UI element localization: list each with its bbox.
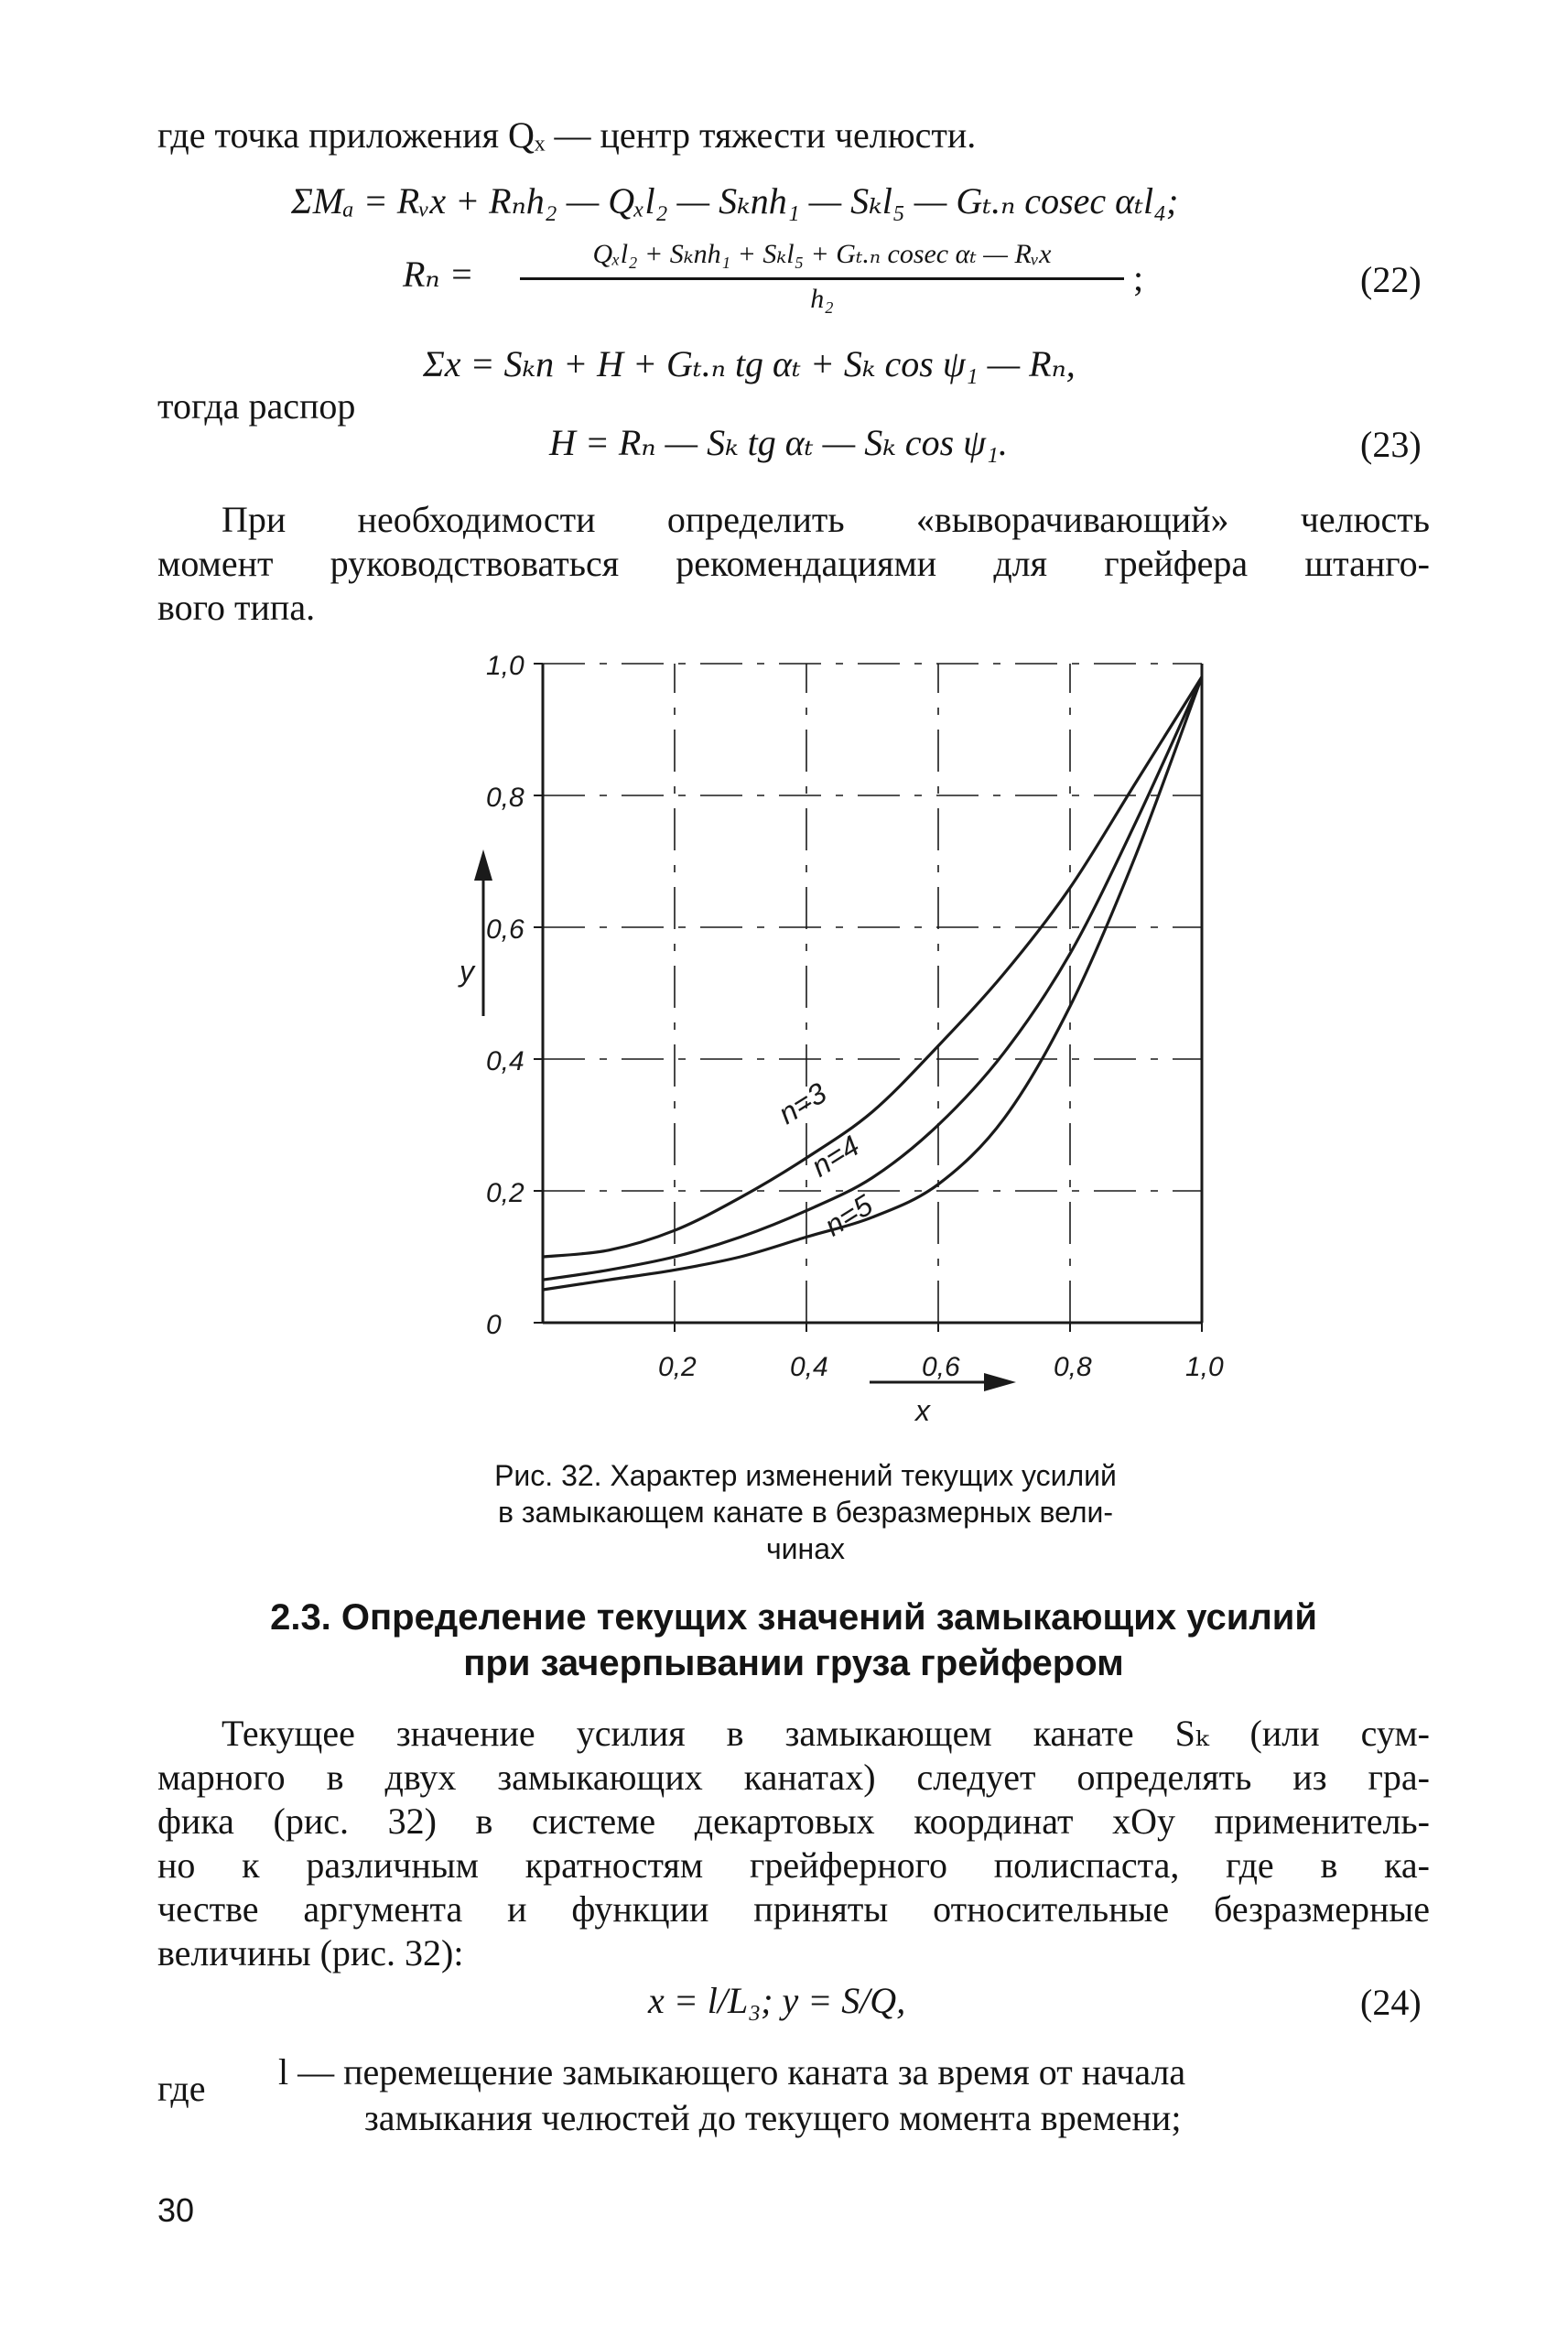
paragraph-current-force bbox=[157, 1712, 1430, 1975]
y-tick-label: 1,0 bbox=[486, 651, 524, 681]
where-definition-line-1: l — перемещение замыкающего каната за время от начала bbox=[278, 2051, 1186, 2092]
y-tick-label: 0,2 bbox=[486, 1178, 524, 1208]
paragraph-line: вого типа. bbox=[157, 587, 316, 628]
paragraph-line: Текущее значение усилия в замыкающем канате Sₖ (или сум- bbox=[222, 1713, 1430, 1754]
caption-line: Рис. 32. Характер изменений текущих усилий bbox=[494, 1459, 1117, 1492]
page-number: 30 bbox=[157, 2191, 195, 2229]
intro-line: где точка приложения Qₓ — центр тяжести челюсти. bbox=[157, 114, 977, 156]
paragraph-line: момент руководствоваться рекомендациями для грейфера штанго- bbox=[157, 543, 1430, 584]
series-label: n=3 bbox=[773, 1076, 833, 1130]
where-word: где bbox=[157, 2068, 206, 2109]
paragraph-line: но к различным кратностям грейферного полиспаста, где в ка- bbox=[157, 1844, 1430, 1886]
equation-22-numerator: Qₓl₂ + Sₖnh₁ + Sₖl₅ + Gₜ.ₙ cosec αₜ — Rᵥx bbox=[592, 239, 1052, 269]
equation-22-semicolon: ; bbox=[1133, 257, 1144, 298]
equation-sum-x: Σx = Sₖn + H + Gₜ.ₙ tg αₜ + Sₖ cos ψ₁ — Rₙ, bbox=[423, 343, 1076, 384]
paragraph-line: марного в двух замыкающих канатах) следует определять из гра- bbox=[157, 1757, 1430, 1798]
equation-23: H = Rₙ — Sₖ tg αₜ — Sₖ cos ψ₁. bbox=[549, 422, 1008, 463]
series-line-n-3 bbox=[543, 676, 1202, 1257]
where-definition-line-2: замыкания челюстей до текущего момента времени; bbox=[364, 2097, 1182, 2138]
equation-23-number: (23) bbox=[1360, 424, 1422, 465]
caption-line: чинах bbox=[765, 1532, 845, 1565]
thrust-label: тогда распор bbox=[157, 385, 356, 427]
x-axis-arrow-head bbox=[984, 1373, 1016, 1391]
section-heading bbox=[157, 1595, 1430, 1686]
paragraph-line: При необходимости определить «выворачивающий» челюсть bbox=[222, 499, 1430, 540]
equation-22-lhs: Rₙ = bbox=[403, 254, 474, 295]
y-axis-label: y bbox=[460, 955, 474, 988]
y-tick-label: 0,6 bbox=[486, 914, 524, 945]
paragraph-line: честве аргумента и функции приняты относительные безразмерные bbox=[157, 1888, 1430, 1930]
equation-22-denominator: h₂ bbox=[810, 284, 834, 314]
y-tick-label: 0,4 bbox=[486, 1046, 524, 1076]
heading-line: 2.3. Определение текущих значений замыкающих усилий bbox=[270, 1597, 1317, 1638]
y-axis-arrow-head bbox=[474, 849, 492, 881]
heading-line: при зачерпывании груза грейфером bbox=[463, 1643, 1124, 1683]
y-tick-label: 0,8 bbox=[486, 783, 524, 813]
y-tick-label: 0 bbox=[486, 1310, 502, 1340]
caption-line: в замыкающем канате в безразмерных вели- bbox=[497, 1496, 1114, 1529]
x-axis-label: x bbox=[915, 1394, 930, 1427]
equation-22-fraction-bar bbox=[520, 277, 1124, 280]
x-tick-label: 0,8 bbox=[1054, 1352, 1092, 1382]
series-label: n=5 bbox=[818, 1188, 879, 1243]
x-tick-label: 0,6 bbox=[922, 1352, 960, 1382]
x-tick-label: 0,2 bbox=[658, 1352, 697, 1382]
equation-22-number: (22) bbox=[1360, 259, 1422, 300]
equation-24-number: (24) bbox=[1360, 1982, 1422, 2023]
series-line-n-4 bbox=[543, 676, 1202, 1280]
figure-32-chart bbox=[439, 641, 1245, 1428]
paragraph-line: величины (рис. 32): bbox=[157, 1932, 464, 1974]
x-tick-label: 0,4 bbox=[790, 1352, 828, 1382]
equation-moment: ΣMₐ = Rᵥx + Rₙh₂ — Qₓl₂ — Sₖnh₁ — Sₖl₅ — Gₜ.ₙ cosec αₜl₄; bbox=[291, 180, 1179, 222]
series-label: n=4 bbox=[806, 1129, 866, 1184]
x-tick-label: 1,0 bbox=[1185, 1352, 1224, 1382]
paragraph-grab-moment bbox=[157, 498, 1430, 630]
series-line-n-5 bbox=[543, 676, 1202, 1290]
paragraph-line: фика (рис. 32) в системе декартовых координат xOy применитель- bbox=[157, 1801, 1430, 1842]
equation-24: x = l/L₃; y = S/Q, bbox=[648, 1980, 906, 2021]
figure-caption bbox=[403, 1457, 1208, 1567]
